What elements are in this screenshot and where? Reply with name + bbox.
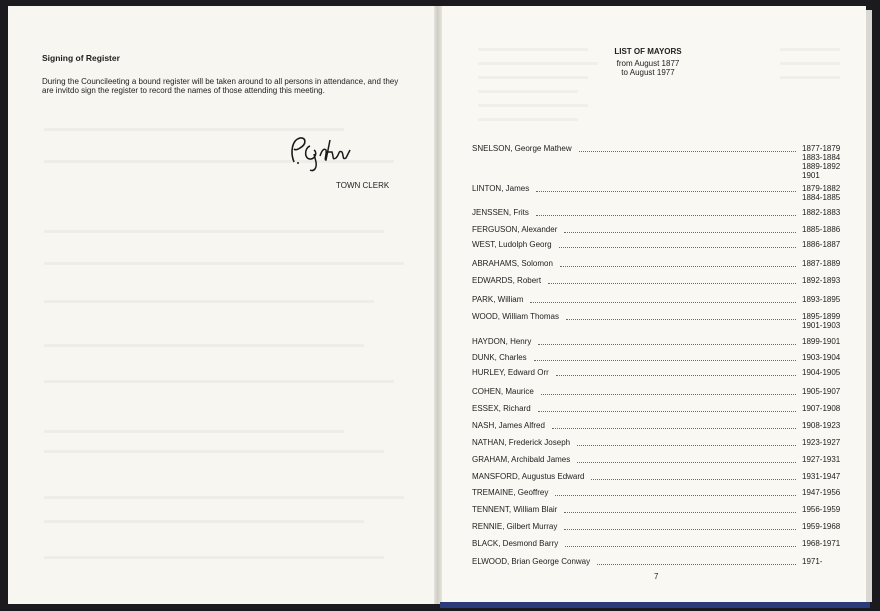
- mayor-term: 1907-1908: [802, 404, 841, 413]
- mayor-name: RENNIE, Gilbert Murray: [472, 522, 558, 531]
- leader-dots: [536, 191, 796, 192]
- mayor-term: 1879-1882: [802, 184, 841, 193]
- mayor-term: 1899-1901: [802, 337, 841, 346]
- mayor-terms: [802, 539, 840, 548]
- leader-dots: [536, 215, 796, 216]
- mayor-row: [472, 312, 841, 330]
- mayor-name: WOOD, William Thomas: [472, 312, 559, 321]
- signature-text: P. Gethy: [280, 132, 284, 133]
- mayor-name: WEST, Ludolph Georg: [472, 240, 552, 249]
- mayor-row: [472, 337, 840, 347]
- mayor-terms: [802, 353, 840, 362]
- mayor-term: 1901: [802, 171, 820, 180]
- mayor-name: BLACK, Desmond Barry: [472, 539, 559, 548]
- leader-dots: [541, 394, 796, 395]
- town-clerk-signature: [280, 132, 360, 174]
- mayor-row: [472, 387, 840, 397]
- mayor-term: 1905-1907: [802, 387, 841, 396]
- mayor-row: [472, 438, 840, 448]
- mayor-row: [472, 488, 840, 498]
- mayor-term: 1968-1971: [802, 539, 841, 548]
- mayor-term: 1923-1927: [802, 438, 841, 447]
- mayor-term: 1885-1886: [802, 225, 841, 234]
- mayor-terms: [802, 240, 840, 249]
- mayor-term: 1927-1931: [802, 455, 841, 464]
- mayor-row: [472, 404, 840, 414]
- mayor-name: TREMAINE, Geoffrey: [472, 488, 549, 497]
- page-number: 7: [654, 572, 659, 581]
- leader-dots: [538, 344, 796, 345]
- leader-dots: [560, 266, 796, 267]
- mayor-terms: [802, 557, 822, 566]
- mayor-name: EDWARDS, Robert: [472, 276, 542, 285]
- leader-dots: [556, 375, 796, 376]
- mayor-row: [472, 505, 840, 515]
- mayor-term: 1882-1883: [802, 208, 841, 217]
- mayor-row: [472, 208, 840, 218]
- list-title: LIST OF MAYORS: [614, 47, 682, 56]
- leader-dots: [534, 360, 796, 361]
- mayor-name: HAYDON, Henry: [472, 337, 532, 346]
- mayor-name: NASH, James Alfred: [472, 421, 545, 430]
- mayor-name: JENSSEN, Frits: [472, 208, 529, 217]
- mayor-term: 1884-1885: [802, 193, 841, 202]
- mayor-terms: [802, 184, 840, 202]
- cover-edge: [440, 602, 870, 608]
- mayor-terms: [802, 522, 840, 531]
- mayor-term: 1892-1893: [802, 276, 841, 285]
- mayor-terms: [802, 387, 840, 396]
- mayor-term: 1904-1905: [802, 368, 841, 377]
- leader-dots: [530, 302, 796, 303]
- book-spine: [434, 6, 442, 604]
- mayor-term: 1895-1899: [802, 312, 841, 321]
- mayor-terms: [802, 455, 840, 464]
- mayor-row: [472, 240, 840, 250]
- mayor-row: [472, 259, 840, 269]
- mayor-name: NATHAN, Frederick Joseph: [472, 438, 571, 447]
- mayor-terms: [802, 144, 840, 180]
- mayor-term: 1893-1895: [802, 295, 841, 304]
- mayor-term: 1887-1889: [802, 259, 841, 268]
- mayor-terms: [802, 276, 840, 285]
- list-subtitle-2: to August 1977: [621, 68, 675, 77]
- leader-dots: [538, 411, 796, 412]
- leader-dots: [577, 462, 796, 463]
- mayor-name: ELWOOD, Brian George Conway: [472, 557, 591, 566]
- mayor-terms: [802, 259, 840, 268]
- leader-dots: [559, 247, 796, 248]
- leader-dots: [564, 232, 796, 233]
- mayor-terms: [802, 404, 840, 413]
- mayor-terms: [802, 368, 840, 377]
- mayor-terms: [802, 208, 840, 217]
- mayor-row: [472, 295, 840, 305]
- mayor-row: [472, 225, 840, 235]
- mayor-term: 1931-1947: [802, 472, 841, 481]
- mayor-term: 1886-1887: [802, 240, 841, 249]
- mayor-name: DUNK, Charles: [472, 353, 527, 362]
- leader-dots: [552, 428, 796, 429]
- mayor-name: GRAHAM, Archibald James: [472, 455, 571, 464]
- mayor-name: COHEN, Maurice: [472, 387, 534, 396]
- leader-dots: [564, 512, 796, 513]
- signatory-title: TOWN CLERK: [336, 181, 390, 190]
- mayor-row: [472, 472, 840, 482]
- register-paragraph: During the Councileeting a bound register will be taken around to all persons in attendance, and they are invitdo sign the register to record the names of those attending this meeting.: [42, 77, 399, 95]
- leader-dots: [566, 319, 796, 320]
- mayor-row: [472, 522, 840, 532]
- mayor-row: [472, 353, 840, 363]
- mayor-name: PARK, William: [472, 295, 524, 304]
- mayor-terms: [802, 472, 840, 481]
- mayor-name: LINTON, James: [472, 184, 530, 193]
- mayor-row: [472, 557, 840, 567]
- leader-dots: [548, 283, 796, 284]
- list-subtitle-1: from August 1877: [616, 59, 680, 68]
- leader-dots: [555, 495, 796, 496]
- mayor-name: SNELSON, George Mathew: [472, 144, 572, 153]
- mayor-name: HURLEY, Edward Orr: [472, 368, 549, 377]
- mayor-terms: [802, 337, 840, 346]
- mayor-row: [472, 455, 840, 465]
- leader-dots: [597, 564, 796, 565]
- mayor-term: 1908-1923: [802, 421, 841, 430]
- mayor-term: 1877-1879: [802, 144, 841, 153]
- mayor-term: 1956-1959: [802, 505, 841, 514]
- mayor-term: 1883-1884: [802, 153, 841, 162]
- leader-dots: [591, 479, 796, 480]
- mayor-name: MANSFORD, Augustus Edward: [472, 472, 585, 481]
- leader-dots: [577, 445, 796, 446]
- mayor-term: 1889-1892: [802, 162, 841, 171]
- page-edge: [866, 10, 872, 602]
- left-page: [8, 6, 438, 604]
- mayor-row: [472, 421, 840, 431]
- mayor-row: [472, 368, 840, 378]
- mayor-term: 1947-1956: [802, 488, 841, 497]
- mayor-term: 1971-: [802, 557, 823, 566]
- mayor-row: [472, 184, 841, 202]
- mayor-row: [472, 276, 840, 286]
- mayor-name: ABRAHAMS, Solomon: [472, 259, 553, 268]
- mayor-row: [472, 539, 840, 549]
- mayor-terms: [802, 488, 840, 497]
- mayor-term: 1901-1903: [802, 321, 841, 330]
- register-heading: Signing of Register: [42, 53, 120, 63]
- mayor-terms: [802, 438, 840, 447]
- mayor-terms: [802, 421, 840, 430]
- leader-dots: [565, 546, 796, 547]
- mayor-terms: [802, 505, 840, 514]
- mayor-name: TENNENT, William Blair: [472, 505, 558, 514]
- mayor-name: ESSEX, Richard: [472, 404, 531, 413]
- mayor-term: 1959-1968: [802, 522, 841, 531]
- leader-dots: [564, 529, 796, 530]
- mayor-terms: [802, 225, 840, 234]
- mayor-terms: [802, 312, 840, 330]
- mayor-row: [472, 144, 841, 180]
- mayor-terms: [802, 295, 840, 304]
- leader-dots: [579, 151, 796, 152]
- mayor-term: 1903-1904: [802, 353, 841, 362]
- mayor-name: FERGUSON, Alexander: [472, 225, 558, 234]
